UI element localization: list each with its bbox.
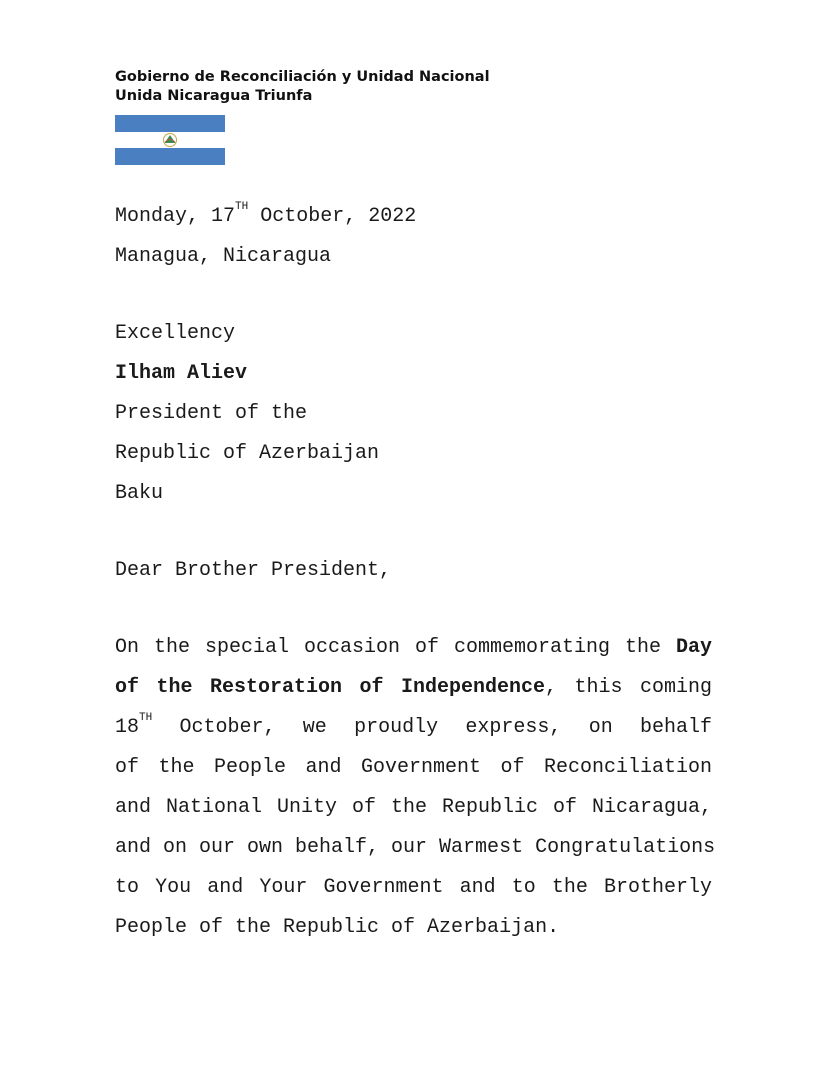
recipient-title-line1: President of the (115, 402, 308, 425)
letter-place: Managua, Nicaragua (115, 245, 332, 268)
body-line-1: On the special occasion of commemorating the Day (115, 636, 712, 659)
letter-greeting: Dear Brother President, (115, 559, 392, 582)
body-line-4: of the People and Government of Reconciliation (115, 756, 712, 779)
body-line-3: 18TH October, we proudly express, on behalf (115, 712, 712, 739)
letter-date: Monday, 17TH October, 2022 (115, 201, 417, 228)
letterhead-motto: Unida Nicaragua Triunfa (115, 88, 313, 104)
nicaragua-flag-icon (115, 115, 225, 165)
body-line-5: and National Unity of the Republic of Nicaragua, (115, 796, 712, 819)
recipient-salutation: Excellency (115, 322, 236, 345)
recipient-name: Ilham Aliev (115, 362, 248, 385)
body-line-8: People of the Republic of Azerbaijan. (115, 916, 560, 939)
letterhead (115, 68, 490, 106)
body-line-6: and on our own behalf, our Warmest Congratulations (115, 836, 716, 859)
recipient-city: Baku (115, 482, 164, 505)
body-line-2: of the Restoration of Independence, this coming (115, 676, 712, 699)
recipient-title-line2: Republic of Azerbaijan (115, 442, 380, 465)
body-line-7: to You and Your Government and to the Brotherly (115, 876, 712, 899)
letterhead-government: Gobierno de Reconciliación y Unidad Nacional (115, 69, 490, 85)
